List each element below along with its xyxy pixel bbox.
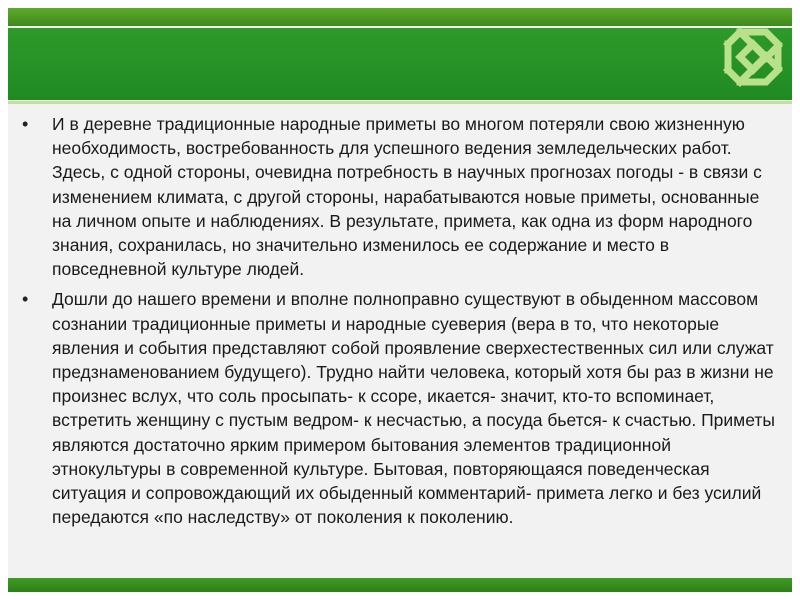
slide-content: [20, 112, 780, 584]
header-band: [8, 28, 792, 100]
header-divider: [8, 101, 792, 104]
header-top-band: [8, 8, 792, 26]
slide: [8, 8, 792, 592]
footer-band: [8, 578, 792, 592]
bullet-text: И в деревне традиционные народные приметы во многом потеряли свою жизненную необходимость, востребованность для успешного ведения земледельческих работ. Здесь, с одной стороны, очевидна потребность в научных прогнозах погоды - в связи с изменением климата, с другой стороны, нарабатываются новые приметы, основанные на личном опыте и наблюдениях. В результате, примета, как одна из форм народного знания, сохранилась, но значительно изменилось ее содержание и место в повседневной культуре людей.: [52, 114, 762, 280]
bullet-symbol: •: [22, 114, 29, 134]
bullet-symbol: •: [22, 289, 29, 310]
bullet-item-2: [20, 287, 780, 529]
bullet-text: Дошли до нашего времени и вполне полноправно существуют в обыденном массовом сознании традиционные приметы и народные суеверия (вера в то, что некоторые явления и события представляют собой проявление сверхестественных сил или служат предзнаменованием будущего). Трудно найти человека, который хотя бы раз в жизни не произнес вслух, что соль просыпать- к ссоре, икается- значит, кто-то вспоминает, встретить женщину с пустым ведром- к несчастью, а посуда бьется- к счастью. Приметы являются достаточно ярким примером бытования элементов традиционной этнокультуры в современной культуре. Бытовая, повторяющаяся поведенческая ситуация и сопровождающий их обыденный комментарий- примета легко и без усилий передаются «по наследству» от поколения к поколению.: [52, 289, 775, 528]
bullet-item-1: [20, 112, 780, 281]
interlaced-knot-icon: [720, 24, 786, 90]
